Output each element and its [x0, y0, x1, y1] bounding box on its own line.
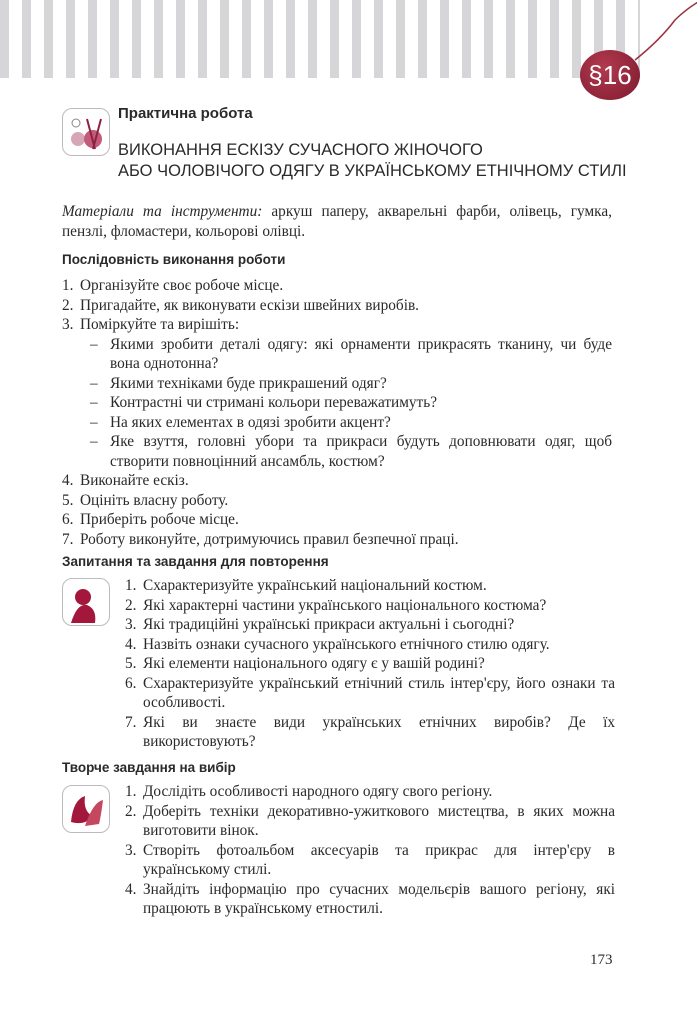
item-text: Дослідіть особливості народного одягу свого регіону. [143, 783, 493, 800]
item-number: 1. [125, 577, 137, 594]
list-item [62, 315, 612, 335]
item-number: 6. [62, 511, 74, 528]
item-number: 3. [125, 616, 137, 633]
item-text: Схарактеризуйте український етнічний стиль інтер'єру, його ознаки та особливості. [143, 674, 615, 711]
item-text: Якими техніками буде прикрашений одяг? [110, 374, 387, 392]
item-text: Виконайте ескіз. [80, 472, 189, 489]
item-text: Схарактеризуйте український національний костюм. [143, 577, 487, 594]
item-text: На яких елементах в одязі зробити акцент? [110, 413, 391, 431]
materials-text [62, 202, 612, 241]
item-number: 4. [125, 635, 137, 653]
item-number: 2. [62, 296, 74, 314]
item-number: 7. [125, 713, 137, 731]
list-item [125, 782, 615, 802]
item-text: Які ви знаєте види українських етнічних виробів? Де їх використовують? [143, 713, 615, 750]
list-item [62, 413, 612, 433]
list-item [125, 576, 615, 596]
list-item [125, 596, 615, 616]
practical-work-title [118, 140, 627, 182]
item-text: Які характерні частини українського національного костюма? [143, 596, 547, 614]
list-item [62, 491, 612, 511]
list-item [125, 713, 615, 752]
item-number: 3. [62, 316, 74, 333]
item-number: 4. [62, 472, 74, 489]
questions-list [125, 576, 615, 752]
sequence-heading: Послідовність виконання роботи [62, 252, 286, 267]
item-text: Які елементи національного одягу є у вашій родині? [143, 655, 485, 672]
item-text: Поміркуйте та вирішіть: [80, 316, 240, 333]
section-badge: §16 [580, 50, 640, 100]
item-text: Роботу виконуйте, дотримуючись правил безпечної праці. [80, 530, 459, 548]
item-number: 5. [125, 655, 137, 672]
list-item [62, 276, 612, 296]
item-number: 1. [62, 277, 74, 294]
item-text: Знайдіть інформацію про сучасних модельєрів вашого регіону, які працюють в українському етностилі. [143, 880, 615, 917]
item-text: Організуйте своє робоче місце. [80, 277, 284, 294]
item-text: Приберіть робоче місце. [80, 511, 239, 528]
girl-thinking-icon [62, 578, 110, 626]
item-text: Оцініть власну роботу. [80, 491, 229, 509]
sequence-list [62, 276, 612, 549]
item-number: 3. [125, 841, 137, 859]
page-number: 173 [590, 952, 613, 968]
list-item [62, 393, 612, 413]
list-item [62, 374, 612, 394]
list-item [62, 471, 612, 491]
materials-list: аркуш паперу, акварельні фарби, олівець, гумка, пензлі, фломастери, кольорові олівці. [62, 203, 612, 240]
list-item [62, 296, 612, 316]
item-text: Доберіть техніки декоративно-ужиткового мистецтва, в яких можна виготовити вінок. [143, 802, 615, 839]
title-line: АБО ЧОЛОВІЧОГО ОДЯГУ В УКРАЇНСЬКОМУ ЕТНІЧНОМУ СТИЛІ [118, 162, 627, 180]
practical-work-label: Практична робота [118, 105, 253, 122]
item-number: – [90, 374, 98, 392]
item-text: Якими зробити деталі одягу: які орнаменти прикрасять тканину, чи буде вона однотонна? [110, 335, 612, 372]
item-number: – [90, 394, 98, 411]
item-text: Створіть фотоальбом аксесуарів та прикрас для інтер'єру в українському стилі. [143, 841, 615, 878]
list-item [125, 841, 615, 880]
item-number: – [90, 335, 98, 353]
item-number: – [90, 433, 98, 450]
item-number: – [90, 413, 98, 431]
item-number: 4. [125, 880, 137, 898]
title-line: ВИКОНАННЯ ЕСКІЗУ СУЧАСНОГО ЖІНОЧОГО [118, 141, 483, 159]
list-item [125, 802, 615, 841]
decorative-stripes [0, 0, 640, 78]
item-number: 7. [62, 530, 74, 548]
item-text: Які традиційні українські прикраси актуальні і сьогодні? [143, 616, 515, 633]
item-text: Яке взуття, головні убори та прикраси будуть доповнювати одяг, щоб створити повноцінний ансамбль, костюм? [110, 433, 612, 470]
list-item [125, 880, 615, 919]
questions-heading: Запитання та завдання для повторення [62, 554, 329, 569]
hands-icon [62, 785, 110, 833]
creative-tasks-list [125, 782, 615, 919]
item-text: Назвіть ознаки сучасного українського етнічного стилю одягу. [143, 635, 550, 653]
list-item [62, 432, 612, 471]
item-text: Пригадайте, як виконувати ескізи швейних виробів. [80, 296, 419, 314]
item-text: Контрастні чи стримані кольори переважатимуть? [110, 394, 438, 411]
list-item [62, 335, 612, 374]
list-item [125, 615, 615, 635]
item-number: 6. [125, 674, 137, 692]
list-item [125, 674, 615, 713]
item-number: 2. [125, 596, 137, 614]
list-item [62, 510, 612, 530]
list-item [125, 635, 615, 655]
item-number: 2. [125, 802, 137, 820]
thread-decoration [630, 0, 697, 70]
materials-label: Матеріали та інструменти: [62, 203, 263, 220]
list-item [125, 654, 615, 674]
item-number: 1. [125, 783, 137, 800]
creative-heading: Творче завдання на вибір [62, 760, 236, 775]
item-number: 5. [62, 491, 74, 509]
list-item [62, 530, 612, 550]
scissors-yarn-icon [62, 108, 110, 156]
